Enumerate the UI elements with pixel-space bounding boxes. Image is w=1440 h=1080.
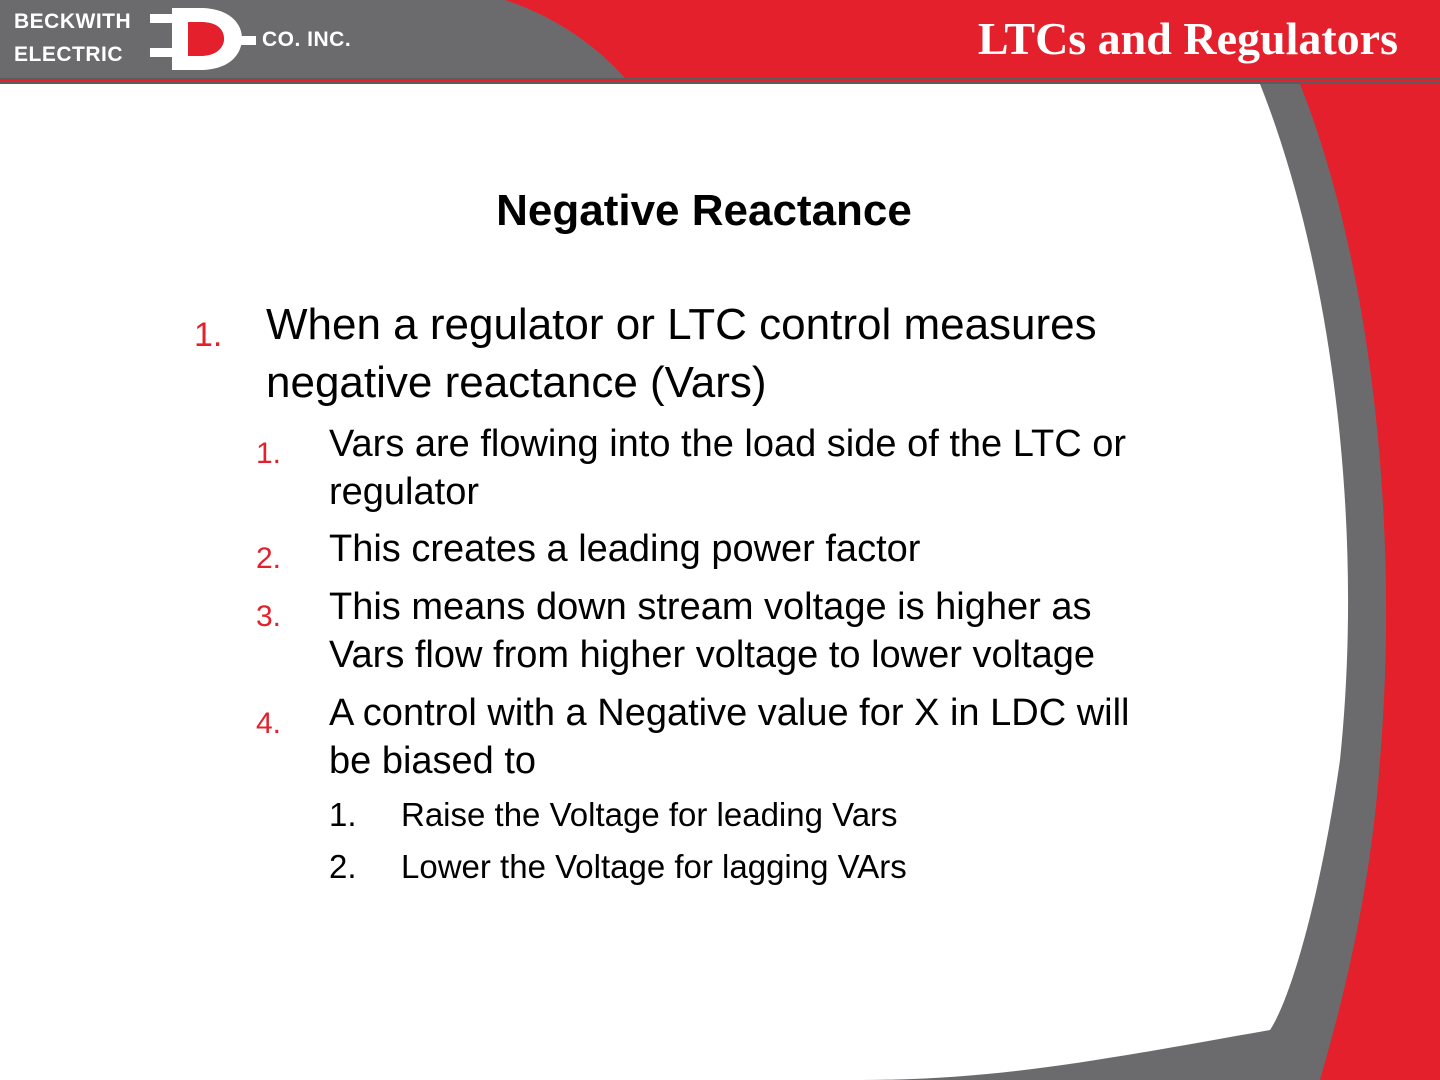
list-marker: 4. bbox=[256, 707, 282, 740]
list-item bbox=[329, 689, 1129, 785]
list-item-line: This creates a leading power factor bbox=[329, 528, 921, 570]
list-item bbox=[329, 420, 1126, 516]
list-item-line: This means down stream voltage is higher as bbox=[329, 586, 1092, 628]
logo-text-beckwith: BECKWITH bbox=[14, 10, 132, 33]
list-item-line: regulator bbox=[329, 471, 479, 513]
header-title: LTCs and Regulators bbox=[977, 13, 1398, 64]
list-item-line: be biased to bbox=[329, 740, 537, 782]
list-item bbox=[266, 296, 1097, 412]
list-marker: 2. bbox=[329, 848, 357, 885]
header-line-bottom bbox=[0, 82, 1440, 84]
list-item bbox=[329, 583, 1095, 679]
list-item-line: negative reactance (Vars) bbox=[266, 358, 767, 407]
list-marker: 1. bbox=[256, 437, 282, 470]
list-item bbox=[329, 525, 920, 573]
list-marker: 2. bbox=[256, 542, 282, 575]
list-item-line: When a regulator or LTC control measures bbox=[266, 300, 1097, 349]
list-item: Lower the Voltage for lagging VArs bbox=[401, 848, 907, 885]
list-item-line: Vars flow from higher voltage to lower voltage bbox=[329, 634, 1095, 676]
list-marker: 3. bbox=[256, 600, 282, 633]
list-marker: 1. bbox=[194, 316, 223, 354]
list-item: Raise the Voltage for leading Vars bbox=[401, 796, 898, 833]
header-line-top bbox=[0, 78, 1440, 80]
logo-text-electric: ELECTRIC bbox=[14, 43, 123, 66]
logo-text-co-inc: CO. INC. bbox=[262, 28, 352, 51]
list-item-line: Vars are flowing into the load side of the LTC or bbox=[329, 423, 1127, 465]
list-item-line: A control with a Negative value for X in LDC will bbox=[329, 692, 1130, 734]
list-marker: 1. bbox=[329, 796, 357, 833]
slide-heading: Negative Reactance bbox=[496, 186, 912, 235]
